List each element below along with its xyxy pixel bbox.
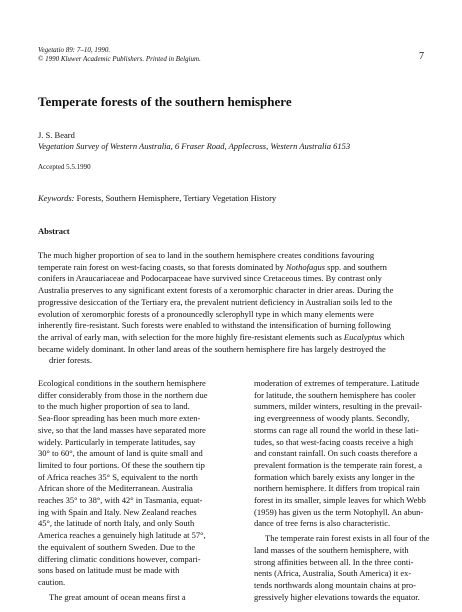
genus-eucalyptus: Eucalyptus <box>343 331 382 342</box>
body-line: reaches 35° to 38°, with 42° in Tasmania, equat- <box>38 495 203 506</box>
body-line: ing with Spain and Italy. New Zealand reaches <box>38 506 197 517</box>
body-line: tends northwards along mountain chains at pro- <box>254 579 416 590</box>
body-line: Sea-floor spreading has been much more exten- <box>38 413 201 424</box>
body-line: African shore of the Mediterranean. Australia <box>38 483 193 494</box>
body-line: the equivalent of southern Sweden. Due to the <box>38 541 196 552</box>
body-line: nents (Africa, Australia, South America) it ex- <box>254 568 412 579</box>
body-line: Ecological conditions in the southern hemisphere <box>38 378 206 388</box>
author-name: J. S. Beard <box>38 130 75 140</box>
body-column-right <box>254 378 449 603</box>
abstract-line: The much higher proportion of sea to land in the southern hemisphere creates conditions favouring <box>38 250 375 260</box>
body-line: widely. Particularly in temperate latitudes, say <box>38 436 196 447</box>
keywords-label: Keywords: <box>38 193 75 203</box>
body-line: northern hemisphere. It differs from tropical rain <box>254 483 420 494</box>
body-line: land masses of the southern hemisphere, with <box>254 544 409 555</box>
body-line: sive, so that the land masses have separated more <box>38 424 206 435</box>
body-line: forest in its smaller, simple leaves for which Webb <box>254 495 426 506</box>
abstract-line: temperate rain forest on west-facing coasts, so that forests dominated by Nothofagus spp. and southern <box>38 261 387 272</box>
body-line: moderation of extremes of temperature. Latitude <box>254 378 420 388</box>
body-line: summers, milder winters, resulting in the prevail- <box>254 401 423 412</box>
genus-nothofagus: Nothofagus <box>285 261 326 272</box>
body-line: storms can rage all round the world in these lati- <box>254 424 419 435</box>
keywords <box>38 193 276 203</box>
body-line: limited to four portions. Of these the southern tip <box>38 459 205 470</box>
body-line: and constant rainfall. On such coasts therefore a <box>254 448 418 459</box>
body-line: tudes, so that west-facing coasts receive a high <box>254 436 414 447</box>
abstract-line: became widely dominant. In other land areas of the southern hemisphere fire has largely destroyed the <box>38 343 386 354</box>
abstract-body <box>38 250 428 367</box>
body-line: caution. <box>38 576 66 587</box>
body-line: of Africa reaches 35° S, equivalent to the north <box>38 471 198 482</box>
body-line: 30° to 60°, the amount of land is quite small and <box>38 448 203 459</box>
abstract-line: conifers in Araucariaceae and Podocarpaceae have survived since Cretaceous times. By contrast only <box>38 273 382 284</box>
body-line: prevalent formation is the temperate rain forest, a <box>254 459 423 470</box>
body-line: strong affinities between all. In the three conti- <box>254 556 414 567</box>
body-line: sons based on latitude must be made with <box>38 565 180 576</box>
accepted-date: Accepted 5.5.1990 <box>38 163 91 171</box>
body-line: ing evergreenness of woody plants. Secondly, <box>254 413 410 424</box>
abstract-line: inherently fire-resistant. Such forests were enabled to withstand the intensification of burning following <box>38 320 391 331</box>
body-line: (1959) has given us the term Notophyll. An abun- <box>254 506 424 517</box>
body-line: for latitude, the southern hemisphere has cooler <box>254 389 416 400</box>
journal-line: Vegetatio 89: 7–10, 1990. <box>38 46 111 54</box>
page-number: 7 <box>419 51 424 62</box>
journal-citation <box>38 46 201 64</box>
body-line: differ considerably from those in the northern due <box>38 389 208 400</box>
body-line: The temperate rain forest exists in all four of the <box>265 533 430 544</box>
abstract-line: drier forests. <box>49 355 92 366</box>
body-column-left <box>38 378 233 603</box>
body-line: gressively higher elevations towards the equator. <box>254 591 420 602</box>
abstract-line: progressive desiccation of the Tertiary era, the prevalent nutrient deficiency in Australian soils led to the <box>38 296 393 307</box>
body-line: The great amount of ocean means first a <box>49 591 186 602</box>
body-line: differing climatic conditions however, compari- <box>38 553 201 564</box>
body-line: to the much higher proportion of sea to land. <box>38 401 190 412</box>
author-affiliation: Vegetation Survey of Western Australia, 6 Fraser Road, Applecross, Western Australia 6153 <box>38 141 351 151</box>
body-line: America reaches a genuinely high latitude at 57°, <box>38 530 206 541</box>
keywords-list: Forests, Southern Hemisphere, Tertiary Vegetation History <box>76 193 277 203</box>
body-line: 45°, the latitude of north Italy, and only South <box>38 518 195 529</box>
abstract-line: the arrival of early man, with selection for the more highly fire-resistant elements such as Eucalyptus which <box>38 331 405 342</box>
abstract-heading: Abstract <box>38 226 70 236</box>
copyright-line: © 1990 Kluwer Academic Publishers. Printed in Belgium. <box>38 55 201 63</box>
body-line: formation which barely exists any longer in the <box>254 471 415 482</box>
abstract-line: evolution of xeromorphic forests of a pronouncedly sclerophyll type in which many elements were <box>38 308 374 319</box>
article-title: Temperate forests of the southern hemisphere <box>38 94 292 109</box>
body-line: dance of tree ferns is also characteristic. <box>254 518 391 529</box>
abstract-line: Australia preserves to any significant extent forests of a xeromorphic character in drier areas. During the <box>38 285 394 296</box>
